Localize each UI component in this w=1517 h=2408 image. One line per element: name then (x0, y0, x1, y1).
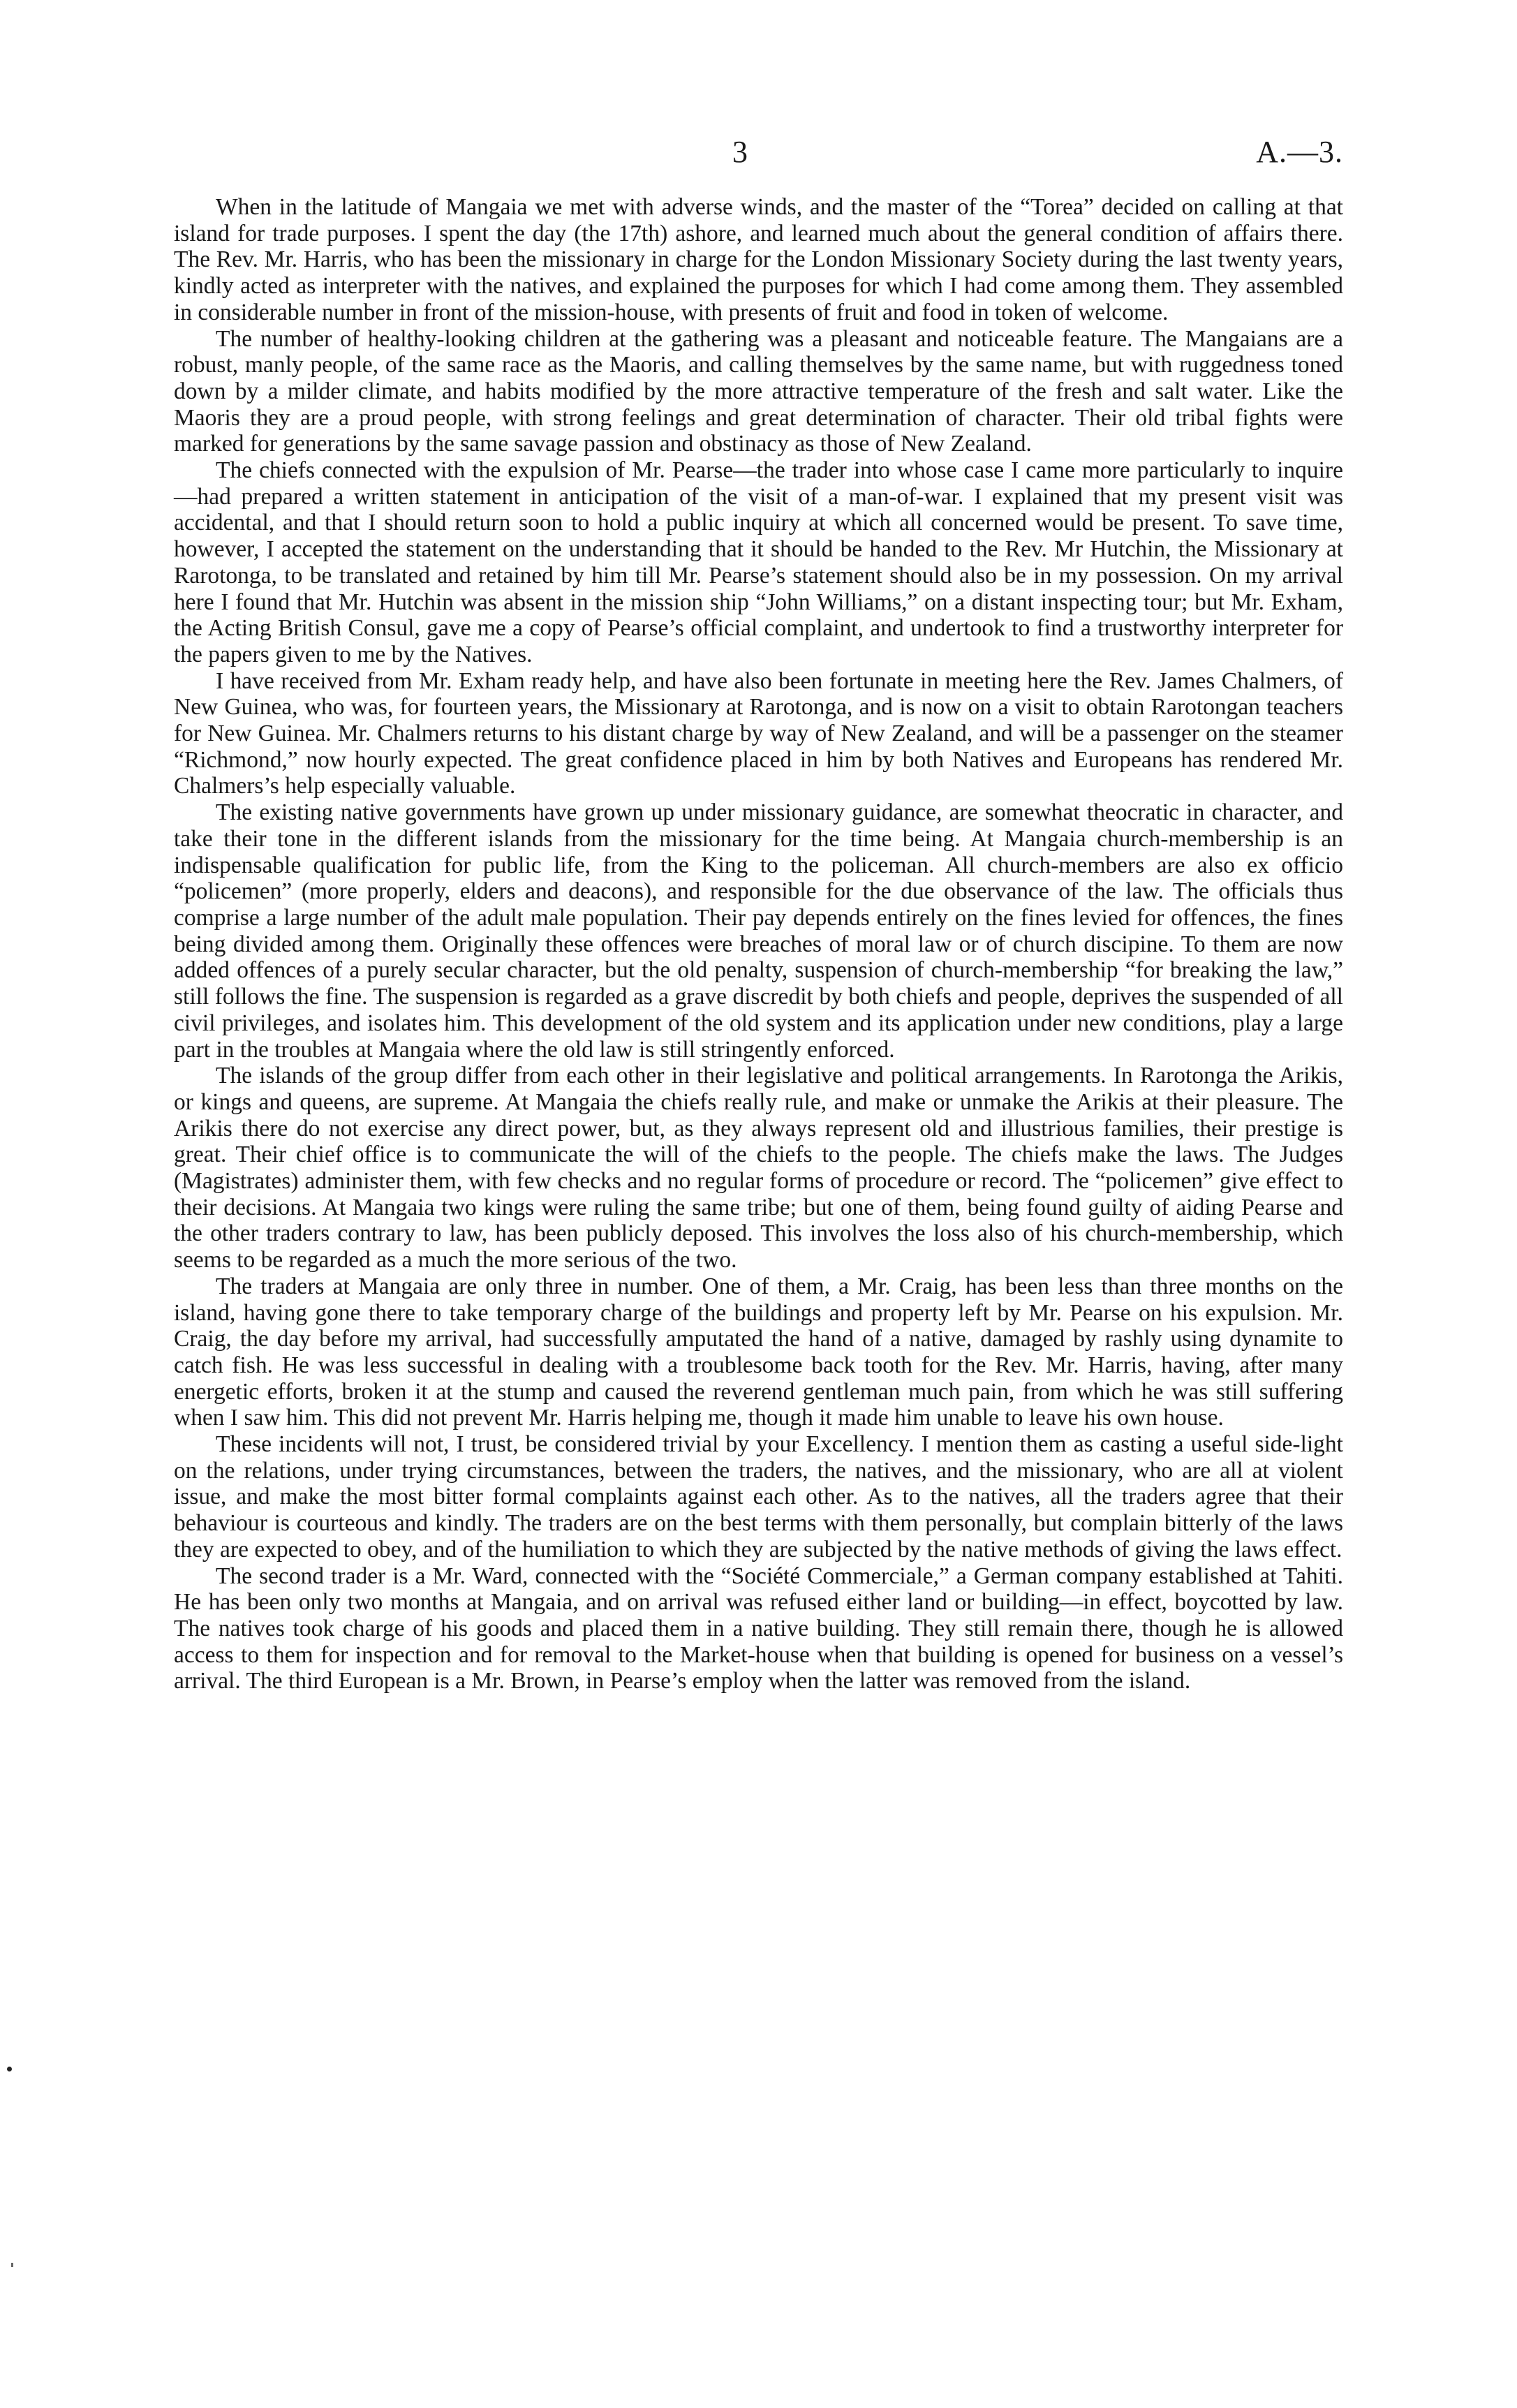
paragraph-ward-brown: The second trader is a Mr. Ward, connected with the “Société Commerciale,” a German company established at Tahiti. He has been only two months at Mangaia, and on arrival was refused either land or building—in effect, boycotted by law. The natives took charge of his goods and placed them in a native building. They still remain there, though he is allowed access to them for inspection and for removal to the Market-house when that building is opened for business on a vessel’s arrival. The third European is a Mr. Brown, in Pearse’s employ when the latter was removed from the island. (174, 1563, 1343, 1694)
page-number: 3 (732, 135, 748, 169)
paragraph-islands-arrangements: The islands of the group differ from each other in their legislative and political arrangements. In Rarotonga the Arikis, or kings and queens, are supreme. At Mangaia the chiefs really rule, and make or unmake the Arikis at their pleasure. The Arikis there do not exercise any direct power, but, as they always represent old and illustrious families, their prestige is great. Their chief office is to communicate the will of the chiefs to the people. The chiefs make the laws. The Judges (Magistrates) administer them, with few checks and no regular forms of procedure or record. The “policemen” give effect to their decisions. At Mangaia two kings were ruling the same tribe; but one of them, being found guilty of aiding Pearse and the other traders contrary to law, has been publicly deposed. This involves the loss also of his church-membership, which seems to be regarded as a much the more serious of the two. (174, 1063, 1343, 1273)
paragraph-traders-craig: The traders at Mangaia are only three in number. One of them, a Mr. Craig, has been less than three months on the island, having gone there to take temporary charge of the buildings and property left by Mr. Pearse on his expulsion. Mr. Craig, the day before my arrival, had successfully amputated the hand of a native, damaged by rashly using dynamite to catch fish. He was less successful in dealing with a troublesome back tooth for the Rev. Mr. Harris, having, after many energetic efforts, broken it at the stump and caused the reverend gentleman much pain, from which he was still suffering when I saw him. This did not prevent Mr. Harris helping me, though it made him unable to leave his own house. (174, 1273, 1343, 1431)
body-text (174, 194, 1343, 1694)
paragraph-mangaia-arrival: When in the latitude of Mangaia we met with adverse winds, and the master of the “Torea” decided on calling at that island for trade purposes. I spent the day (the 17th) ashore, and learned much about the general condition of affairs there. The Rev. Mr. Harris, who has been the missionary in charge for the London Missionary Society during the last twenty years, kindly acted as interpreter with the natives, and explained the purposes for which I had come among them. They assembled in considerable number in front of the mission-house, with presents of fruit and food in token of welcome. (174, 194, 1343, 325)
margin-dot (7, 2067, 12, 2071)
paragraph-incidents: These incidents will not, I trust, be considered trivial by your Excellency. I mention them as casting a useful side-light on the relations, under trying circumstances, between the traders, the natives, and the missionary, who are all at violent issue, and make the most bitter formal complaints against each other. As to the natives, all the traders agree that their behaviour is courteous and kindly. The traders are on the best terms with them personally, but complain bitterly of the laws they are expected to obey, and of the humiliation to which they are subjected by the native methods of giving the laws effect. (174, 1431, 1343, 1563)
paragraph-mangaian-people: The number of healthy-looking children at the gathering was a pleasant and noticeable feature. The Mangaians are a robust, manly people, of the same race as the Maoris, and calling themselves by the same name, but with ruggedness toned down by a milder climate, and habits modified by the more attractive temperature of the fresh and salt water. Like the Maoris they are a proud people, with strong feelings and great determination of character. Their old tribal fights were marked for generations by the same savage passion and obstinacy as those of New Zealand. (174, 325, 1343, 457)
margin-tick (11, 2263, 13, 2267)
paragraph-pearse-expulsion: The chiefs connected with the expulsion of Mr. Pearse—the trader into whose case I came more particularly to inquire—had prepared a written statement in anticipation of the visit of a man-of-war. I explained that my present visit was accidental, and that I should return soon to hold a public inquiry at which all concerned would be present. To save time, however, I accepted the statement on the understanding that it should be handed to the Rev. Mr Hutchin, the Missionary at Rarotonga, to be translated and retained by him till Mr. Pearse’s statement should also be in my possession. On my arrival here I found that Mr. Hutchin was absent in the mission ship “John Williams,” on a distant inspecting tour; but Mr. Exham, the Acting British Consul, gave me a copy of Pearse’s official complaint, and undertook to find a trustworthy interpreter for the papers given to me by the Natives. (174, 457, 1343, 667)
paragraph-native-governments: The existing native governments have grown up under missionary guidance, are somewhat theocratic in character, and take their tone in the different islands from the missionary for the time being. At Mangaia church-membership is an indispensable qualification for public life, from the King to the policeman. All church-members are also ex officio “policemen” (more properly, elders and deacons), and responsible for the due observance of the law. The officials thus comprise a large number of the adult male population. Their pay depends entirely on the fines levied for offences, the fines being divided among them. Originally these offences were breaches of moral law or of church discipine. To them are now added offences of a purely secular character, but the old penalty, suspension of church-membership “for breaking the law,” still follows the fine. The suspension is regarded as a grave discredit by both chiefs and people, deprives the suspended of all civil privileges, and isolates him. This development of the old system and its application under new conditions, play a large part in the troubles at Mangaia where the old law is still stringently enforced. (174, 799, 1343, 1063)
paragraph-chalmers: I have received from Mr. Exham ready help, and have also been fortunate in meeting here the Rev. James Chalmers, of New Guinea, who was, for fourteen years, the Missionary at Rarotonga, and is now on a visit to obtain Rarotongan teachers for New Guinea. Mr. Chalmers returns to his distant charge by way of New Zealand, and will be a passenger on the steamer “Richmond,” now hourly expected. The great confidence placed in him by both Natives and Europeans has rendered Mr. Chalmers’s help especially valuable. (174, 667, 1343, 799)
document-reference: A.—3. (1256, 135, 1343, 169)
